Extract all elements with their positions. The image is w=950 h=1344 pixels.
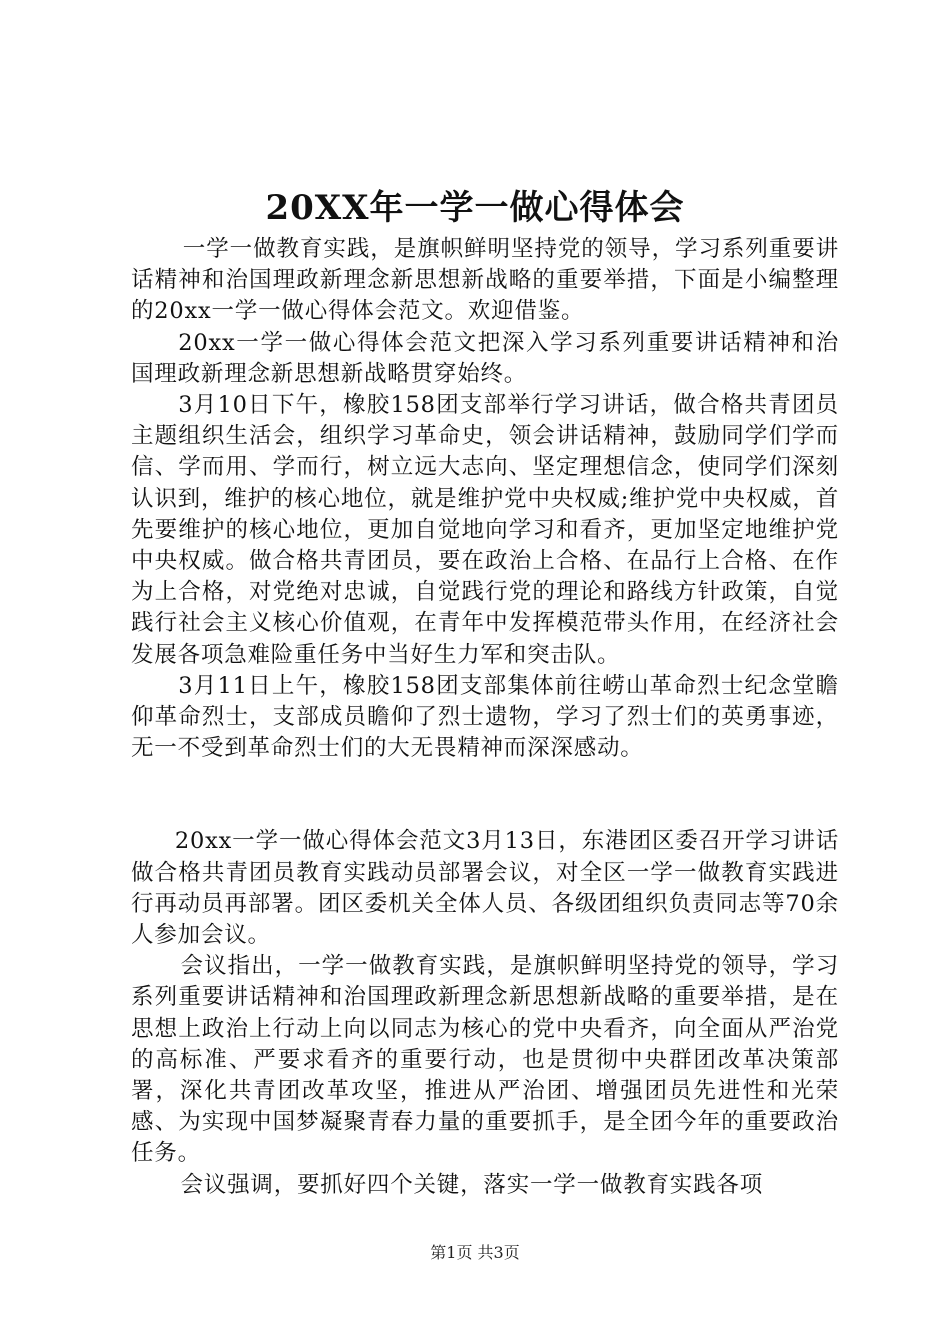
paragraph-march-10: 3月10日下午，橡胶158团支部举行学习讲话，做合格共青团员主题组织生活会，组织学习革命史，领会讲话精神，鼓励同学们学而信、学而用、学而行，树立远大志向、坚定理想信念，使同学们深刻认识到，维护的核心地位，就是维护党中央权威;维护党中央权威，首先要维护的核心地位，更加自觉地向学习和看齐，更加坚定地维护党中央权威。做合格共青团员，要在政治上合格、在品行上合格、在作为上合格，对党绝对忠诚，自觉践行党的理论和路线方针政策，自觉践行社会主义核心价值观，在青年中发挥模范带头作用，在经济社会发展各项急难险重任务中当好生力军和突击队。 (131, 392, 839, 668)
paragraph-intro: 一学一做教育实践，是旗帜鲜明坚持党的领导，学习系列重要讲话精神和治国理政新理念新思想新战略的重要举措，下面是小编整理的20xx一学一做心得体会范文。欢迎借鉴。 (131, 236, 839, 325)
paragraph-essay-two-lead: 20xx一学一做心得体会范文3月13日，东港团区委召开学习讲话做合格共青团员教育实践动员部署会议，对全区一学一做教育实践进行再动员再部署。团区委机关全体人员、各级团组织负责同志等70余人参加会议。 (131, 828, 839, 949)
paragraph-meeting-emphasis: 会议强调，要抓好四个关键，落实一学一做教育实践各项 (180, 1171, 764, 1198)
paragraph-essay-one-lead: 20xx一学一做心得体会范文把深入学习系列重要讲话精神和治国理政新理念新思想新战略贯穿始终。 (131, 329, 839, 387)
page-number-footer: 第1页 共3页 (430, 1243, 520, 1262)
document-title: 20XX年一学一做心得体会 (265, 188, 685, 228)
document-body (131, 234, 839, 1201)
paragraph-gap (131, 764, 839, 826)
paragraph-march-11: 3月11日上午，橡胶158团支部集体前往崂山革命烈士纪念堂瞻仰革命烈士，支部成员瞻仰了烈士遗物，学习了烈士们的英勇事迹，无一不受到革命烈士们的大无畏精神而深深感动。 (131, 672, 839, 762)
paragraph-meeting-points: 会议指出，一学一做教育实践，是旗帜鲜明坚持党的领导，学习系列重要讲话精神和治国理政新理念新思想新战略的重要举措，是在思想上政治上行动上向以同志为核心的党中央看齐，向全面从严治党的高标准、严要求看齐的重要行动，也是贯彻中央群团改革决策部署，深化共青团改革攻坚，推进从严治团、增强团员先进性和光荣感、为实现中国梦凝聚青春力量的重要抓手，是全团今年的重要政治任务。 (131, 953, 839, 1167)
